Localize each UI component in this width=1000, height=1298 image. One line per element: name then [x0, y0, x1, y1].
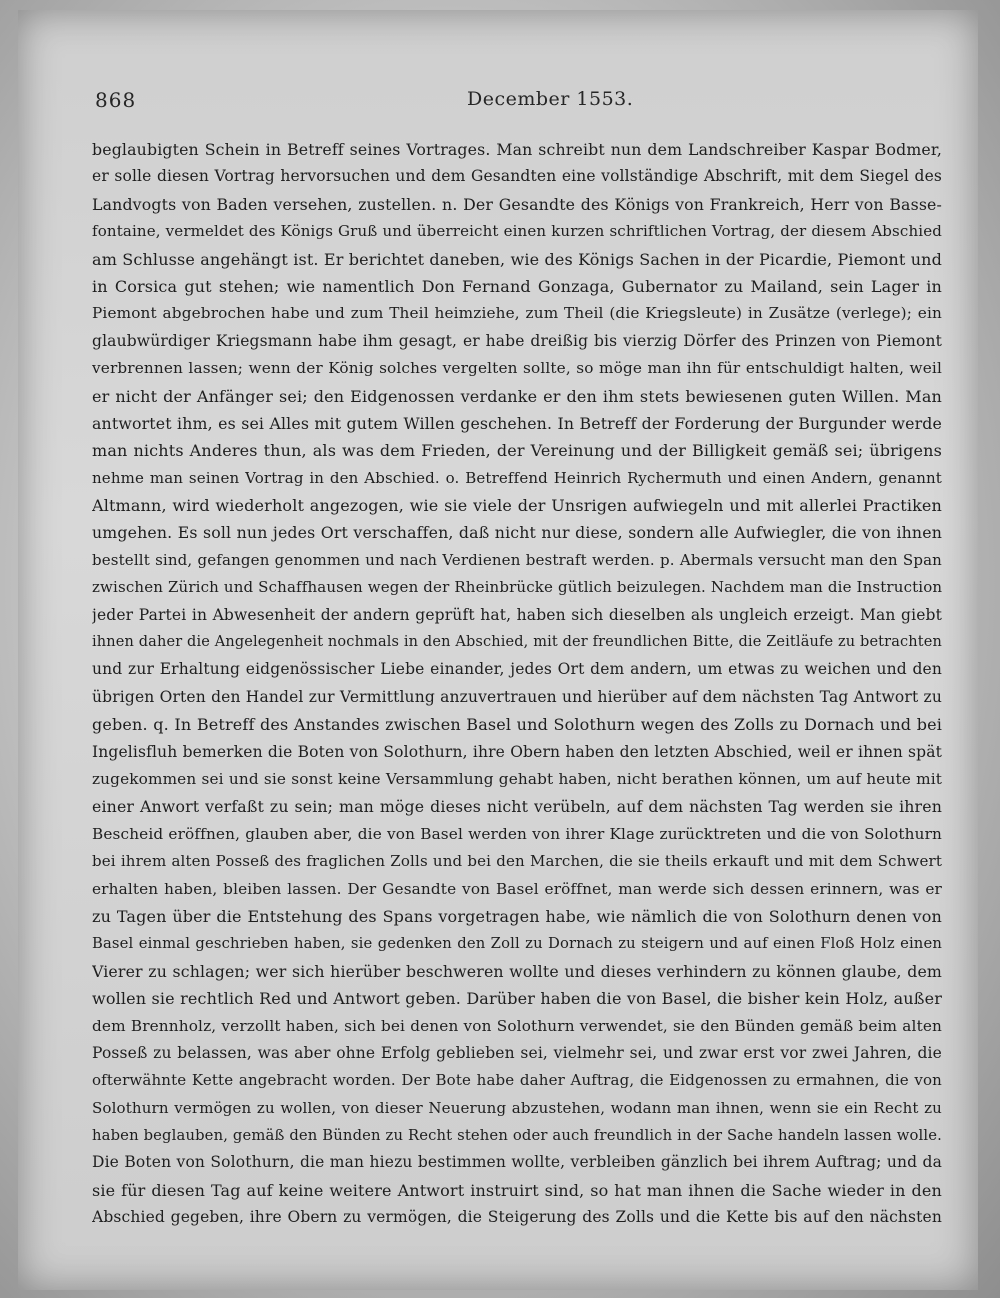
text-line: ihnen daher die Angelegenheit nochmals in den Abschied, mit der freundlichen Bitte, die Zeitläufe zu betrachten — [92, 634, 942, 651]
text-line: übrigen Orten den Handel zur Vermittlung anzuvertrauen und hierüber auf dem nächsten Tag Antwort zu — [92, 687, 942, 706]
text-line: Basel einmal geschrieben haben, sie gedenken den Zoll zu Dornach zu steigern und auf einen Floß Holz einen — [92, 935, 942, 953]
text-line: Vierer zu schlagen; wer sich hierüber beschweren wollte und dieses verhindern zu können glaube, dem — [92, 961, 942, 981]
text-line: geben. q. In Betreff des Anstandes zwischen Basel und Solothurn wegen des Zolls zu Dornach und bei — [92, 715, 942, 735]
text-line: dem Brennholz, verzollt haben, sich bei denen von Solothurn verwendet, sie den Bünden gemäß beim alten — [92, 1016, 942, 1035]
text-line: und zur Erhaltung eidgenössischer Liebe einander, jedes Ort dem andern, um etwas zu weichen und den — [92, 660, 942, 679]
page-number: 868 — [95, 88, 137, 112]
text-line: Altmann, wird wiederholt angezogen, wie sie viele der Unsrigen aufwiegeln und mit allerlei Practiken — [92, 496, 942, 516]
text-line: fontaine, vermeldet des Königs Gruß und überreicht einen kurzen schriftlichen Vortrag, der diesem Abschied — [92, 222, 942, 241]
text-line: wollen sie rechtlich Red und Antwort geben. Darüber haben die von Basel, die bisher kein Holz, außer — [92, 989, 942, 1009]
text-line: verbrennen lassen; wenn der König solches vergelten sollte, so möge man ihn für entschuldigt halten, weil — [92, 359, 942, 378]
text-line: erhalten haben, bleiben lassen. Der Gesandte von Basel eröffnet, man werde sich dessen erinnern, was er — [92, 879, 942, 898]
text-line: Solothurn vermögen zu wollen, von dieser Neuerung abzustehen, wodann man ihnen, wenn sie ein Recht zu — [92, 1098, 942, 1117]
text-line: beglaubigten Schein in Betreff seines Vortrages. Man schreibt nun dem Landschreiber Kaspar Bodmer, — [92, 140, 942, 159]
text-line: jeder Partei in Abwesenheit der andern geprüft hat, haben sich dieselben als ungleich erzeigt. Man giebt — [92, 605, 942, 624]
body-text — [92, 136, 942, 1232]
text-line: bestellt sind, gefangen genommen und nach Verdienen bestraft werden. p. Abermals versucht man den Span — [92, 550, 942, 569]
text-line: am Schlusse angehängt ist. Er berichtet daneben, wie des Königs Sachen in der Picardie, Piemont und — [92, 249, 942, 269]
text-line: er nicht der Anfänger sei; den Eidgenossen verdanke er den ihm stets bewiesenen guten Willen. Man — [92, 386, 942, 406]
page-header — [95, 88, 935, 118]
text-line: Landvogts von Baden versehen, zustellen. n. Der Gesandte des Königs von Frankreich, Herr von Basse- — [92, 194, 942, 214]
text-line: haben beglauben, gemäß den Bünden zu Recht stehen oder auch freundlich in der Sache handeln lassen wolle. — [92, 1127, 942, 1145]
text-line: er solle diesen Vortrag hervorsuchen und dem Gesandten eine vollständige Abschrift, mit dem Siegel des — [92, 167, 942, 186]
text-line: zu Tagen über die Entstehung des Spans vorgetragen habe, wie nämlich die von Solothurn denen von — [92, 906, 942, 926]
text-line: Piemont abgebrochen habe und zum Theil heimziehe, zum Theil (die Kriegsleute) in Zusätze (verlege); ein — [92, 304, 942, 323]
text-line: Abschied gegeben, ihre Obern zu vermögen, die Steigerung des Zolls und die Kette bis auf den nächsten — [92, 1208, 942, 1227]
text-line: antwortet ihm, es sei Alles mit gutem Willen geschehen. In Betreff der Forderung der Burgunder werde — [92, 413, 942, 433]
text-line: bei ihrem alten Posseß des fraglichen Zolls und bei den Marchen, die sie theils erkauft und mit dem Schwert — [92, 852, 942, 871]
text-line: nehme man seinen Vortrag in den Abschied. o. Betreffend Heinrich Rychermuth und einen Andern, genannt — [92, 468, 942, 487]
text-line: umgehen. Es soll nun jedes Ort verschaffen, daß nicht nur diese, sondern alle Aufwiegler, die von ihnen — [92, 523, 942, 543]
text-line: man nichts Anderes thun, als was dem Frieden, der Vereinung und der Billigkeit gemäß sei; übrigens — [92, 441, 942, 461]
text-line: einer Anwort verfaßt zu sein; man möge dieses nicht verübeln, auf dem nächsten Tag werden sie ihren — [92, 797, 942, 817]
text-line: Bescheid eröffnen, glauben aber, die von Basel werden von ihrer Klage zurücktreten und die von Solothurn — [92, 824, 942, 843]
text-line: zugekommen sei und sie sonst keine Versammlung gehabt haben, nicht berathen können, um auf heute mit — [92, 769, 942, 788]
text-line: ofterwähnte Kette angebracht worden. Der Bote habe daher Auftrag, die Eidgenossen zu ermahnen, die von — [92, 1071, 942, 1090]
text-line: glaubwürdiger Kriegsmann habe ihm gesagt, er habe dreißig bis vierzig Dörfer des Prinzen von Piemont — [92, 331, 942, 350]
text-line: Ingelisfluh bemerken die Boten von Solothurn, ihre Obern haben den letzten Abschied, weil er ihnen spät — [92, 742, 942, 761]
running-head: December 1553. — [467, 88, 634, 110]
text-line: zwischen Zürich und Schaffhausen wegen der Rheinbrücke gütlich beizulegen. Nachdem man die Instruction — [92, 578, 942, 597]
text-line: Die Boten von Solothurn, die man hiezu bestimmen wollte, verbleiben gänzlich bei ihrem Auftrag; und da — [92, 1153, 942, 1172]
text-line: in Corsica gut stehen; wie namentlich Don Fernand Gonzaga, Gubernator zu Mailand, sein Lager in — [92, 276, 942, 296]
text-line: Posseß zu belassen, was aber ohne Erfolg geblieben sei, vielmehr sei, und zwar erst vor zwei Jahren, die — [92, 1043, 942, 1062]
text-line: sie für diesen Tag auf keine weitere Antwort instruirt sind, so hat man ihnen die Sache wieder in den — [92, 1180, 942, 1200]
